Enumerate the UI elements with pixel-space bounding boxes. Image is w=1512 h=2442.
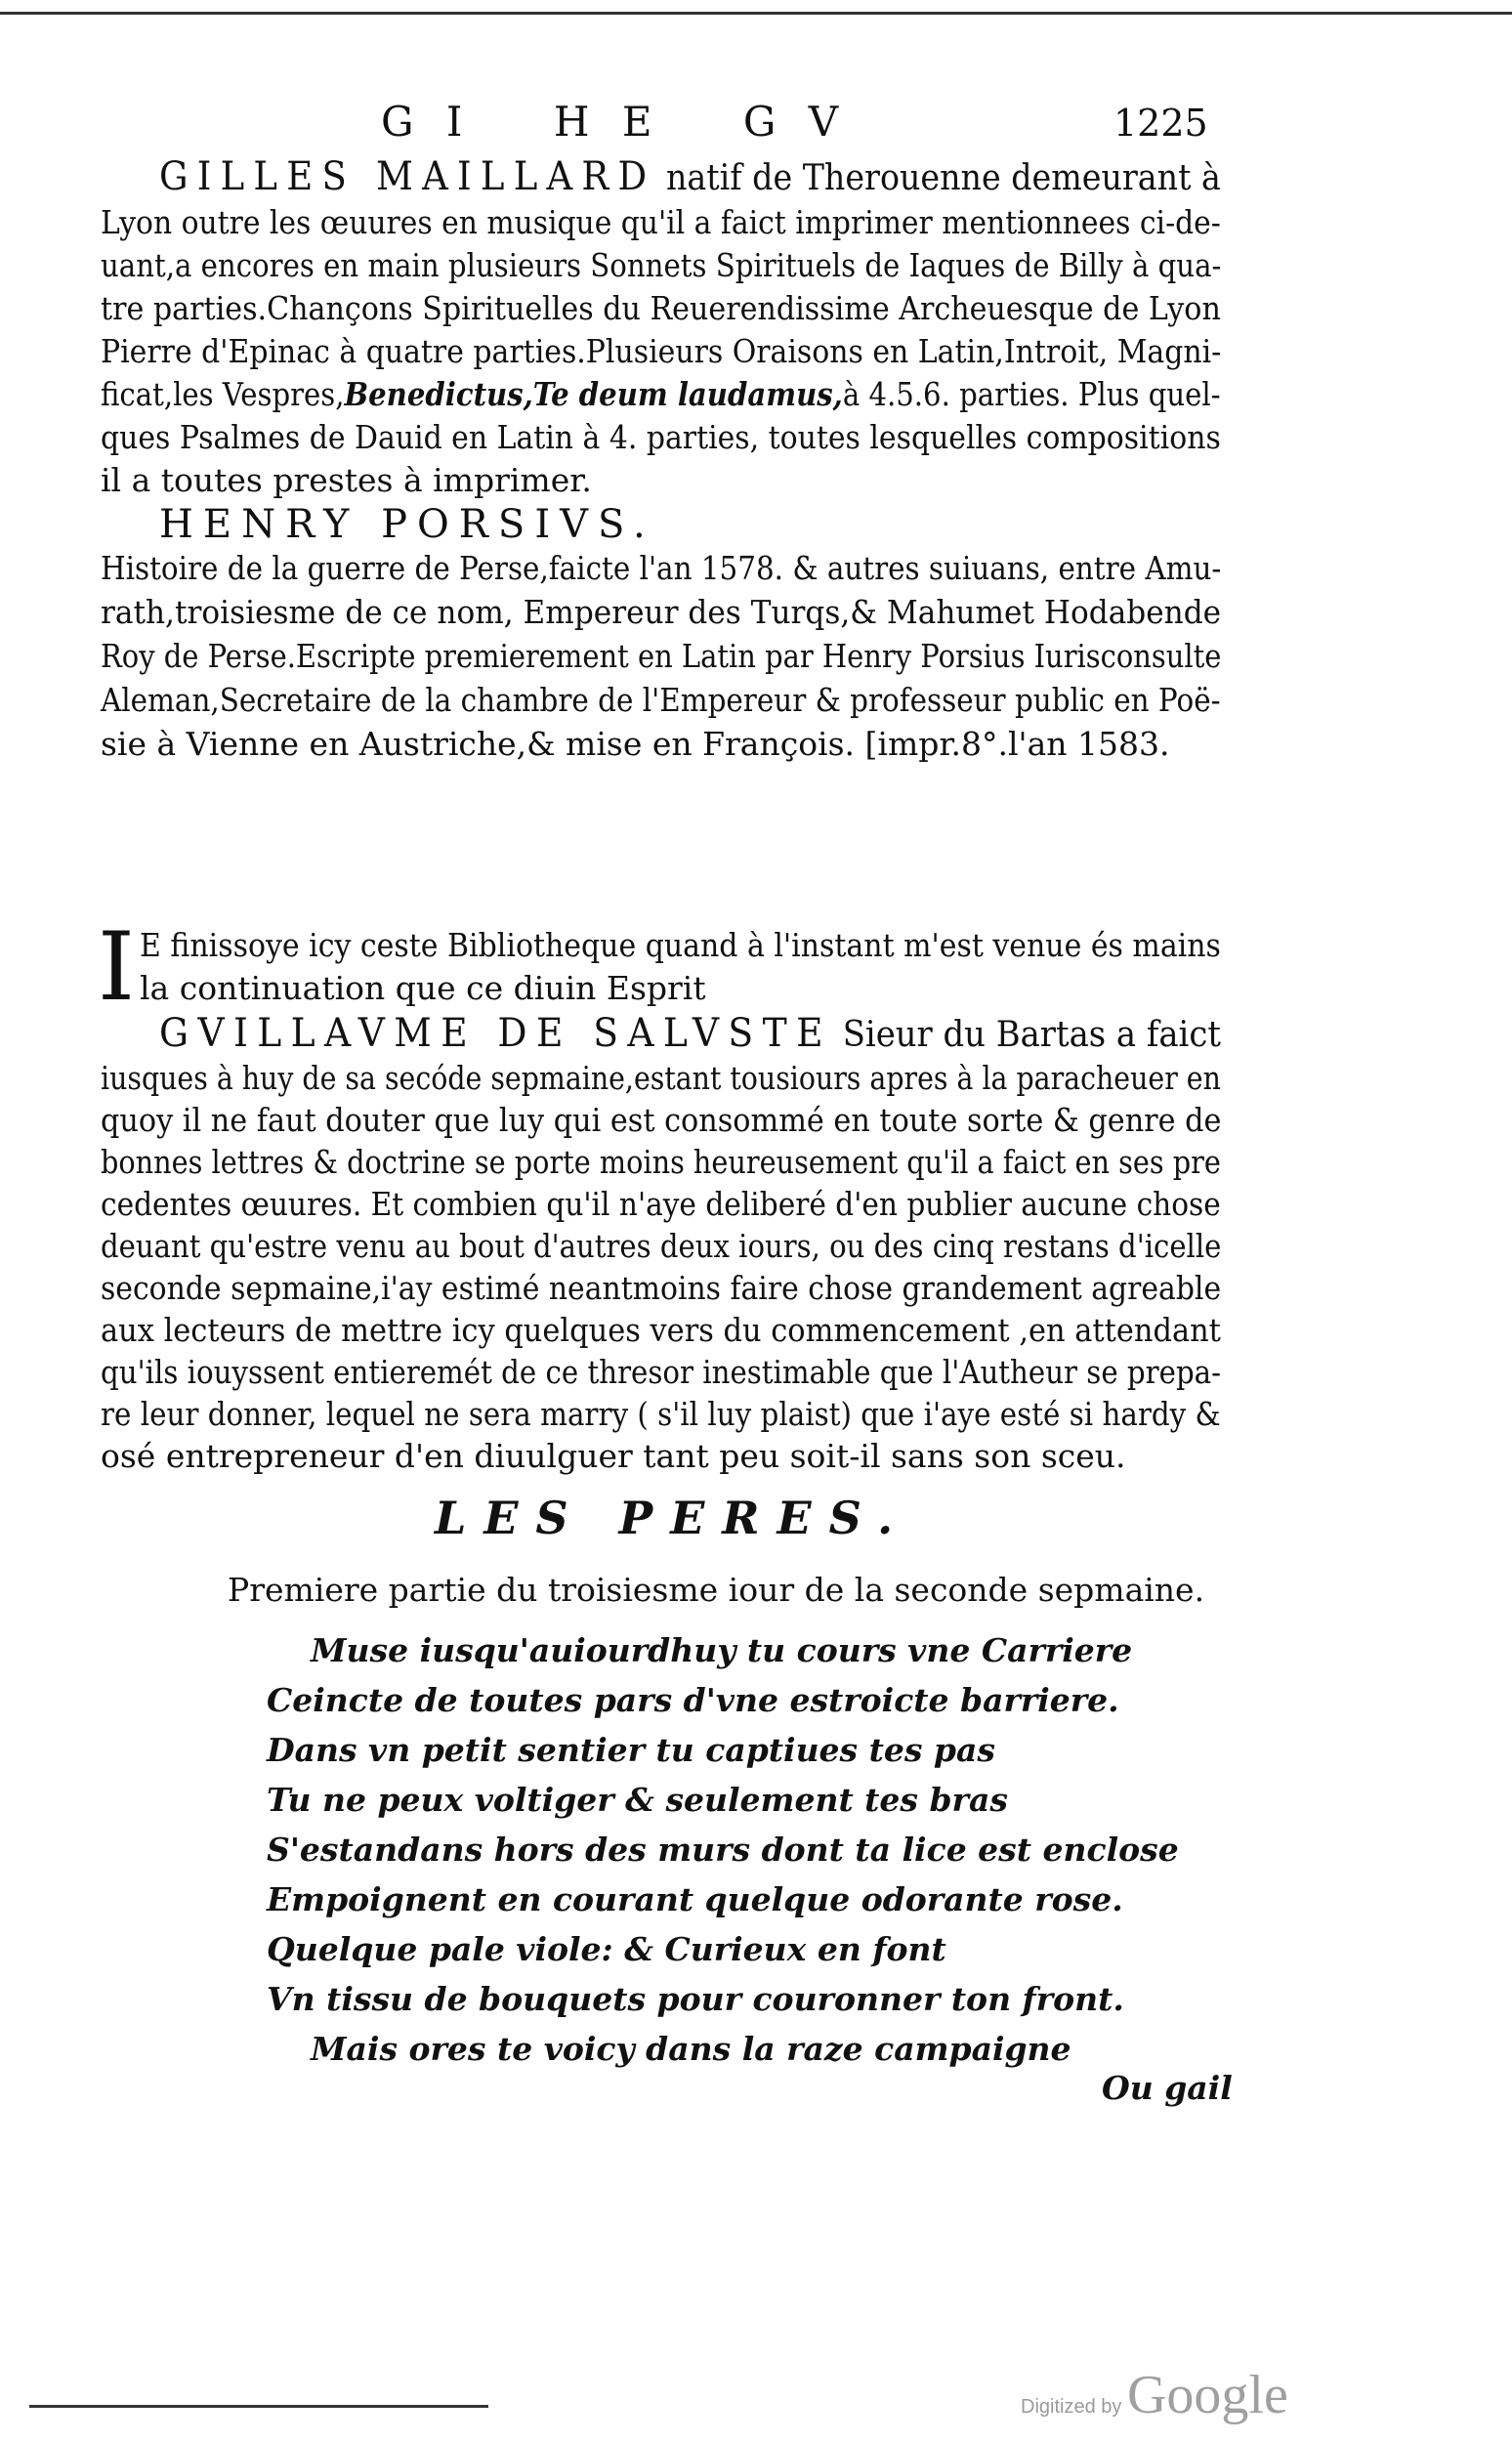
text-line: Aleman,Secretaire de la chambre de l'Empereur & professeur public en Poë- — [101, 681, 1221, 719]
text-line: qu'ils iouyssent entieremét de ce thresor inestimable que l'Autheur se prepa- — [101, 1353, 1222, 1391]
text-line: seconde sepmaine,i'ay estimé neantmoins faire chose grandement agreable — [101, 1269, 1222, 1307]
text-line: iusques à huy de sa secóde sepmaine,estant tousiours apres à la paracheuer en — [101, 1059, 1221, 1097]
google-logo: Google — [1126, 2365, 1288, 2425]
verse-line: Dans vn petit sentier tu captiues tes pas — [267, 1731, 995, 1769]
text-line: ques Psalmes de Dauid en Latin à 4. parties, toutes lesquelles compositions — [101, 418, 1221, 456]
verse-line: Ceincte de toutes pars d'vne estroicte barriere. — [267, 1681, 1119, 1719]
poem-title: LES PERES. — [435, 1492, 911, 1544]
text-line: E finissoye icy ceste Bibliotheque quand à l'instant m'est venue és mains — [140, 926, 1221, 964]
verse-line: S'estandans hors des murs dont ta lice est enclose — [267, 1831, 1179, 1869]
poem-subtitle: Premiere partie du troisiesme iour de la seconde sepmaine. — [228, 1571, 1205, 1609]
latin-titles: Benedictus,Te deum laudamus, — [344, 375, 843, 413]
verse-line: Vn tissu de bouquets pour couronner ton front. — [267, 1980, 1124, 2018]
text-line: Lyon outre les œuures en musique qu'il a faict imprimer mentionnees ci-de- — [101, 203, 1221, 241]
text-line: rath,troisiesme de ce nom, Empereur des Turqs,& Mahumet Hodabende — [101, 593, 1222, 631]
text-line: il a toutes prestes à imprimer. — [101, 461, 592, 499]
verse-line: Muse iusqu'auiourdhuy tu cours vne Carriere — [311, 1631, 1133, 1669]
entry-heading-porsius: HENRY PORSIVS. — [159, 502, 655, 547]
text-line: ficat,les Vespres,Benedictus,Te deum laudamus,à 4.5.6. parties. Plus quel- — [101, 375, 1221, 413]
top-rule — [0, 12, 1512, 15]
text-line: re leur donner, lequel ne sera marry ( s'il luy plaist) que i'aye esté si hardy & — [101, 1395, 1221, 1433]
text-line: bonnes lettres & doctrine se porte moins heureusement qu'il a faict en ses pre — [101, 1143, 1221, 1181]
verse-line: Mais ores te voicy dans la raze campaigne — [311, 2030, 1071, 2068]
text-line: sie à Vienne en Austriche,& mise en François. [impr.8°.l'an 1583. — [101, 725, 1170, 763]
running-head-letters-1: G I — [381, 98, 473, 146]
text-line: Histoire de la guerre de Perse,faicte l'an 1578. & autres suiuans, entre Amu- — [101, 549, 1222, 587]
drop-cap: I — [98, 912, 135, 1022]
text-line: quoy il ne faut douter que luy qui est consommé en toute sorte & genre de — [101, 1101, 1222, 1139]
page-number: 1225 — [1113, 102, 1208, 145]
text-line: uant,a encores en main plusieurs Sonnets Spirituels de Iaques de Billy à qua- — [101, 246, 1222, 284]
running-head-letters-2: H E — [553, 98, 662, 146]
text-line: aux lecteurs de mettre icy quelques vers du commencement ,en attendant — [101, 1311, 1221, 1349]
verse-line: Tu ne peux voltiger & seulement tes bras — [267, 1781, 1008, 1819]
running-head — [381, 98, 906, 146]
text-line: la continuation que ce diuin Esprit — [140, 969, 706, 1007]
digitized-watermark — [1021, 2364, 1288, 2426]
text-line: Pierre d'Epinac à quatre parties.Plusieurs Oraisons en Latin,Introit, Magni- — [101, 332, 1222, 370]
text-line: cedentes œuures. Et combien qu'il n'aye deliberé d'en publier aucune chose — [101, 1185, 1221, 1223]
text-line: tre parties.Chançons Spirituelles du Reuerendissime Archeuesque de Lyon — [101, 289, 1221, 327]
catchword: Ou gail — [1102, 2069, 1233, 2107]
verse-line: Empoignent en courant quelque odorante rose. — [267, 1880, 1123, 1918]
text-line: Roy de Perse.Escripte premierement en Latin par Henry Porsius Iurisconsulte — [101, 637, 1222, 675]
bottom-rule — [29, 2405, 488, 2408]
watermark-prefix: Digitized by — [1021, 2396, 1127, 2418]
text-line: deuant qu'estre venu au bout d'autres deux iours, ou des cinq restans d'icelle — [101, 1227, 1222, 1265]
entry-heading-maillard: GILLES MAILLARD natif de Therouenne demeurant à — [159, 154, 1221, 199]
text-line: osé entrepreneur d'en diuulguer tant peu soit-il sans son sceu. — [101, 1437, 1126, 1475]
entry-heading-salluste: GVILLAVME DE SALVSTE Sieur du Bartas a faict — [159, 1011, 1221, 1056]
verse-line: Quelque pale viole: & Curieux en font — [267, 1930, 946, 1968]
running-head-letters-3: G V — [742, 98, 849, 146]
